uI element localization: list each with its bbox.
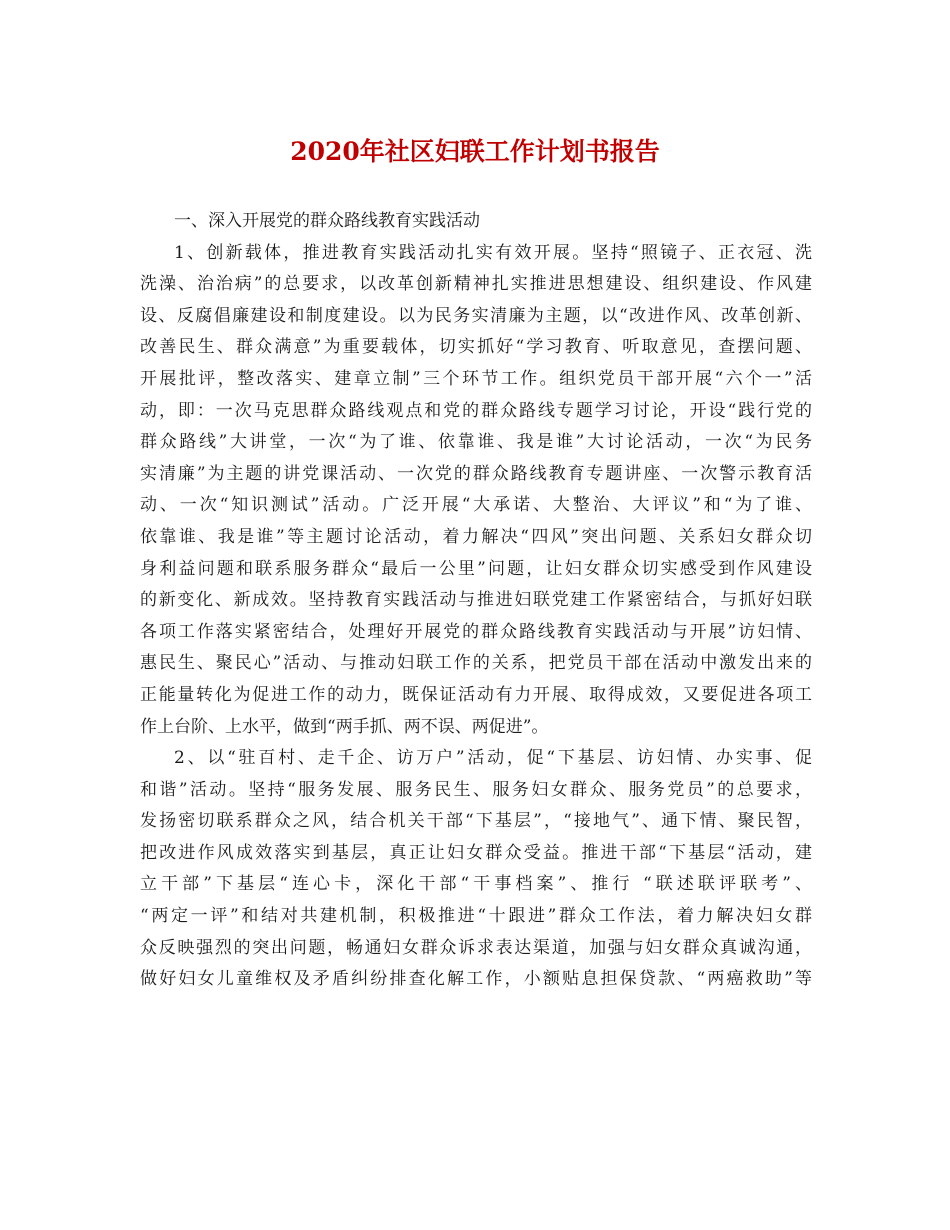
body-text-line: 各项工作落实紧密结合，处理好开展党的群众路线教育实践活动与开展”访妇情、 — [140, 621, 812, 642]
body-text-line: “两定一评”和结对共建机制，积极推进“十跟进”群众工作法，着力解决妇女群 — [140, 906, 812, 927]
body-text-line: 群众路线”大讲堂，一次“为了谁、依靠谁、我是谁”大讨论活动，一次“为民务 — [140, 432, 812, 453]
body-text-line: 一、深入开展党的群众路线教育实践活动 — [174, 211, 480, 231]
body-text-line: 改善民生、群众满意”为重要载体，切实抓好“学习教育、听取意见，查摆问题、 — [140, 337, 812, 358]
body-text-line: 动，即：一次马克思群众路线观点和党的群众路线专题学习讨论，开设“践行党的 — [140, 400, 812, 421]
body-text-line: 和谐”活动。坚持“服务发展、服务民生、服务妇女群众、服务党员”的总要求， — [140, 779, 812, 800]
body-text-line: 惠民生、聚民心”活动、与推动妇联工作的关系，把党员干部在活动中激发出来的 — [140, 653, 812, 674]
body-text-line: 依靠谁、我是谁”等主题讨论活动，着力解决“四风”突出问题、关系妇女群众切 — [140, 526, 812, 547]
body-text-line: 作上台阶、上水平，做到“两手抓、两不误、两促进”。 — [140, 716, 549, 737]
body-text-line: 动、一次“知识测试”活动。广泛开展“大承诺、大整治、大评议”和“为了谁、 — [140, 495, 812, 516]
body-text-line: 开展批评，整改落实、建章立制”三个环节工作。组织党员干部开展“六个一”活 — [140, 368, 812, 389]
document-body — [140, 206, 812, 996]
body-text-line: 立干部”下基层“连心卡，深化干部“干事档案”、推行 “联述联评联考”、 — [140, 874, 812, 895]
body-text-line: 的新变化、新成效。坚持教育实践活动与推进妇联党建工作紧密结合，与抓好妇联 — [140, 590, 812, 611]
body-text-line: 设、反腐倡廉建设和制度建设。以为民务实清廉为主题，以“改进作风、改革创新、 — [140, 305, 812, 326]
body-text-line: 2、以“驻百村、走千企、访万户”活动，促“下基层、访妇情、办实事、促 — [174, 748, 812, 769]
body-text-line: 正能量转化为促进工作的动力，既保证活动有力开展、取得成效，又要促进各项工 — [140, 684, 812, 705]
body-text-line: 身利益问题和联系服务群众“最后一公里”问题，让妇女群众切实感受到作风建设 — [140, 558, 812, 579]
document-title: 2020年社区妇联工作计划书报告 — [290, 137, 660, 166]
body-text-line: 实清廉”为主题的讲党课活动、一次党的群众路线教育专题讲座、一次警示教育活 — [140, 463, 812, 484]
body-text-line: 发扬密切联系群众之风，结合机关干部“下基层”，“接地气”、通下情、聚民智， — [140, 811, 812, 832]
body-text-line: 做好妇女儿童维权及矛盾纠纷排查化解工作，小额贴息担保贷款、“两癌救助”等 — [140, 969, 812, 990]
body-text-line: 洗澡、治治病”的总要求，以改革创新精神扎实推进思想建设、组织建设、作风建 — [140, 274, 812, 295]
body-text-line: 众反映强烈的突出问题，畅通妇女群众诉求表达渠道，加强与妇女群众真诚沟通， — [140, 937, 812, 958]
body-text-line: 1、创新载体，推进教育实践活动扎实有效开展。坚持“照镜子、正衣冠、洗 — [174, 242, 812, 263]
body-text-line: 把改进作风成效落实到基层，真正让妇女群众受益。推进干部“下基层“活动，建 — [140, 842, 812, 863]
